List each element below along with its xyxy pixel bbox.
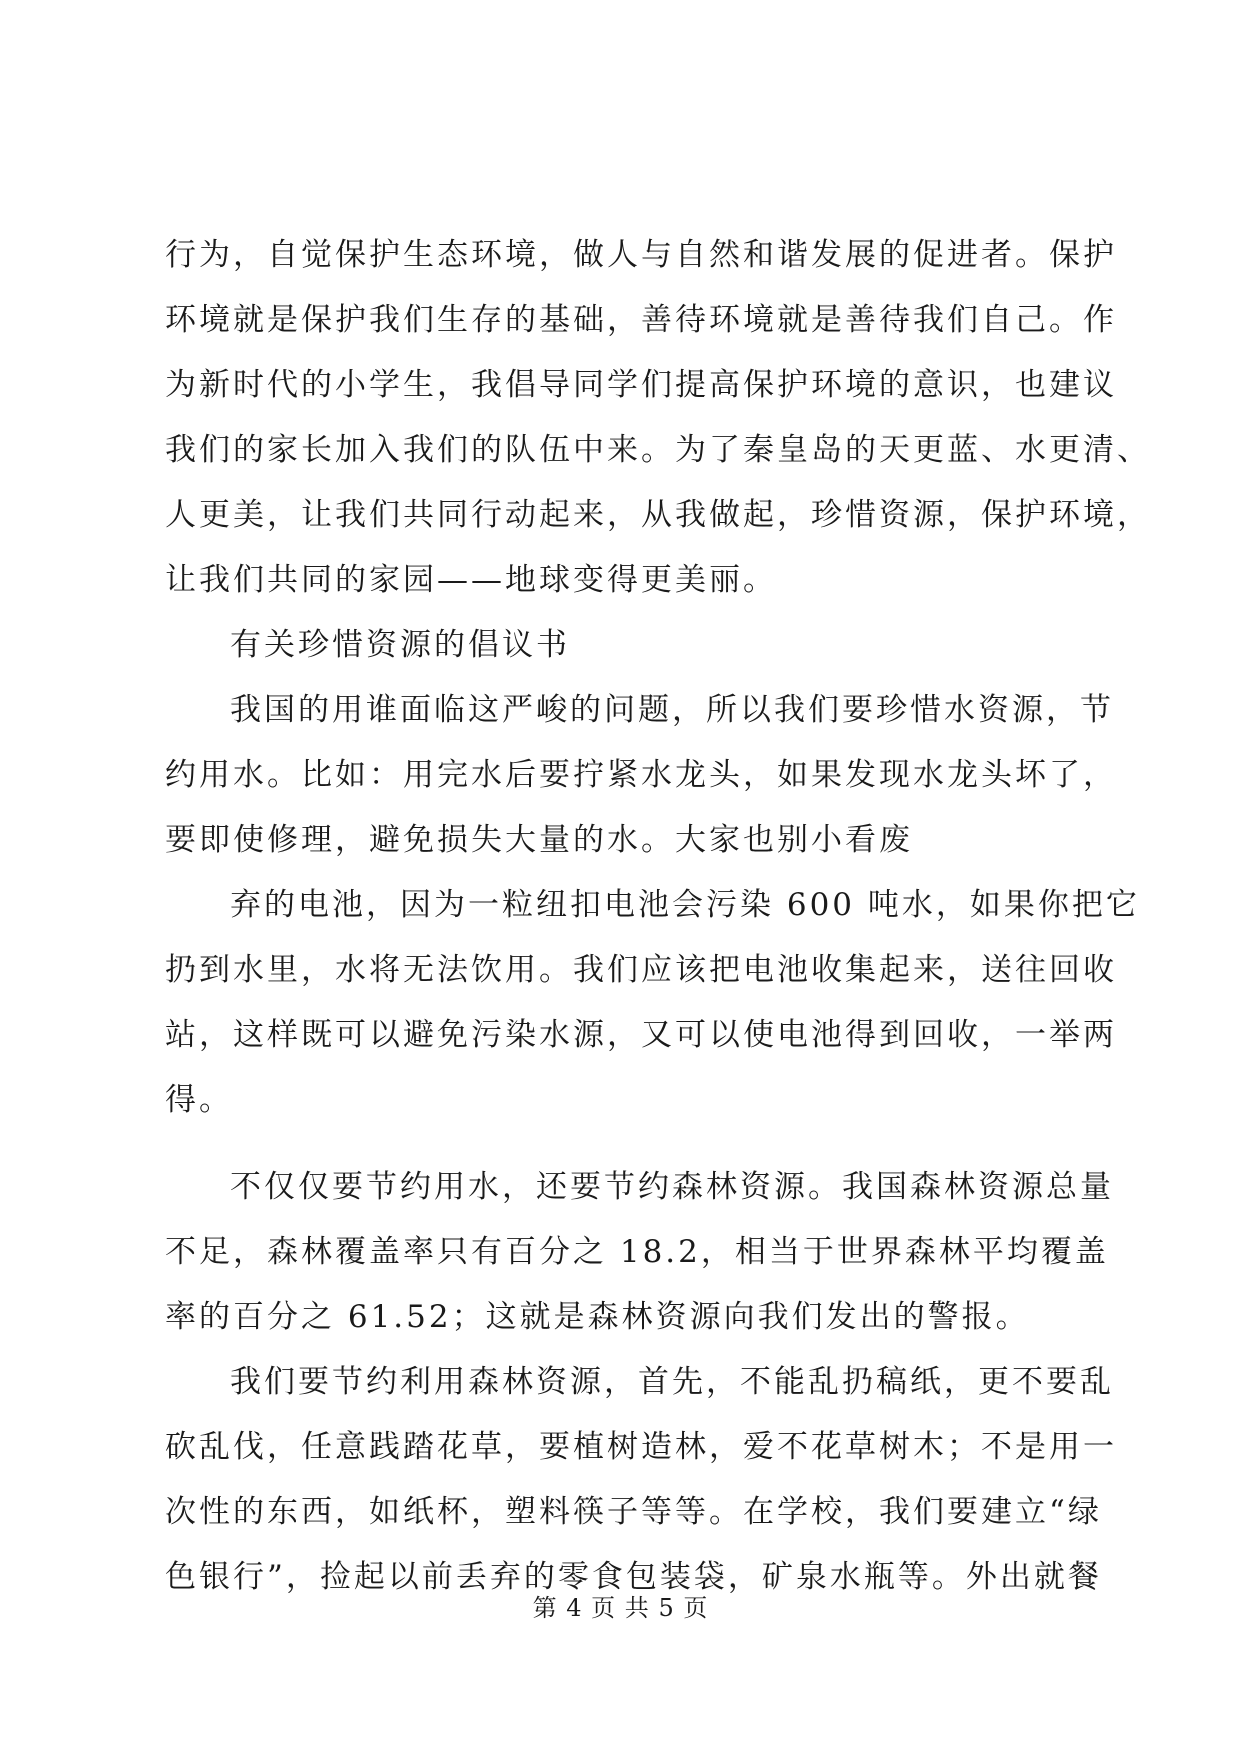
text-line: 环境就是保护我们生存的基础，善待环境就是善待我们自己。作 xyxy=(165,302,1117,338)
text-line: 不足，森林覆盖率只有百分之 18.2，相当于世界森林平均覆盖 xyxy=(165,1234,1109,1270)
text-line: 色银行”，捡起以前丢弃的零食包装袋，矿泉水瓶等。外出就餐 xyxy=(165,1559,1102,1595)
paragraph-gap xyxy=(165,1138,1087,1160)
text-line: 扔到水里，水将无法饮用。我们应该把电池收集起来，送往回收 xyxy=(165,952,1117,988)
text-line: 得。 xyxy=(165,1082,233,1118)
text-line: 我们的家长加入我们的队伍中来。为了秦皇岛的天更蓝、水更清、 xyxy=(165,432,1151,468)
text-line: 让我们共同的家园——地球变得更美丽。 xyxy=(165,562,777,598)
text-line: 次性的东西，如纸杯，塑料筷子等等。在学校，我们要建立“绿 xyxy=(165,1494,1102,1530)
text-line: 行为，自觉保护生态环境，做人与自然和谐发展的促进者。保护 xyxy=(165,237,1117,273)
section-heading: 有关珍惜资源的倡议书 xyxy=(230,627,570,663)
text-line: 为新时代的小学生，我倡导同学们提高保护环境的意识，也建议 xyxy=(165,367,1117,403)
text-line: 约用水。比如：用完水后要拧紧水龙头，如果发现水龙头坏了， xyxy=(165,757,1117,793)
text-line: 要即使修理，避免损失大量的水。大家也别小看废 xyxy=(165,822,913,858)
document-body xyxy=(165,228,1151,1615)
text-line: 人更美，让我们共同行动起来，从我做起，珍惜资源，保护环境， xyxy=(165,497,1151,533)
text-line: 率的百分之 61.52；这就是森林资源向我们发出的警报。 xyxy=(165,1299,1030,1335)
text-line: 站，这样既可以避免污染水源，又可以使电池得到回收，一举两 xyxy=(165,1017,1117,1053)
text-line: 不仅仅要节约用水，还要节约森林资源。我国森林资源总量 xyxy=(230,1169,1114,1205)
page-number-footer: 第 4 页 共 5 页 xyxy=(532,1594,709,1622)
text-line: 砍乱伐，任意践踏花草，要植树造林，爱不花草树木；不是用一 xyxy=(165,1429,1117,1465)
text-line: 弃的电池，因为一粒纽扣电池会污染 600 吨水，如果你把它 xyxy=(230,887,1140,923)
text-line: 我们要节约利用森林资源，首先，不能乱扔稿纸，更不要乱 xyxy=(230,1364,1114,1400)
text-line: 我国的用谁面临这严峻的问题，所以我们要珍惜水资源，节 xyxy=(230,692,1114,728)
